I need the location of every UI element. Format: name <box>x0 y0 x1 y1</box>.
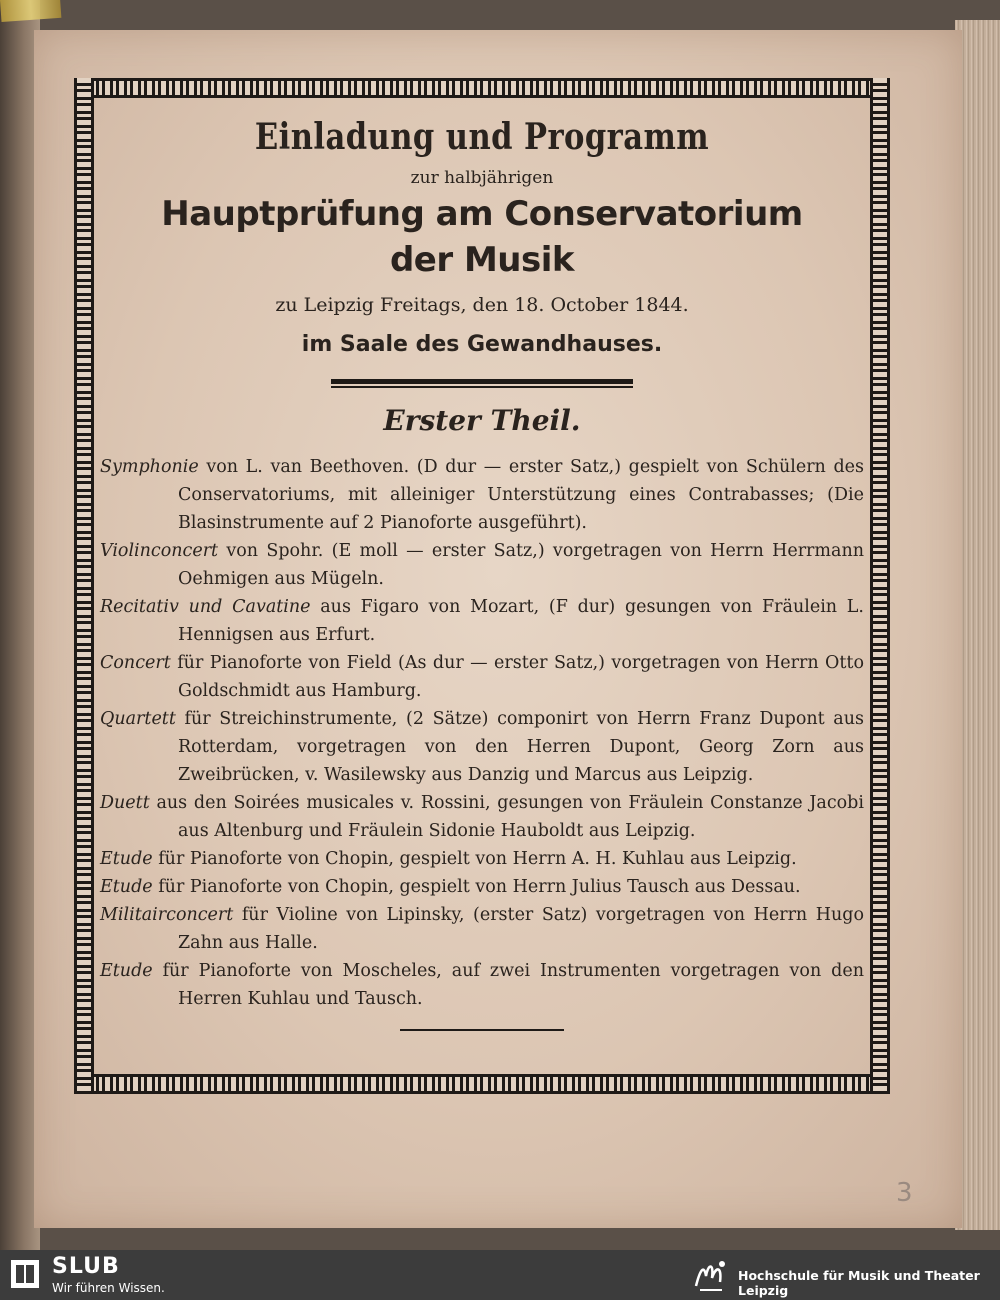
slub-tagline: Wir führen Wissen. <box>52 1281 165 1295</box>
book-icon[interactable] <box>10 1259 40 1289</box>
item-lead: Etude <box>100 849 153 869</box>
list-item <box>100 957 864 1013</box>
item-text: für Pianoforte von Chopin, gespielt von Herrn A. H. Kuhlau aus Leipzig. <box>152 849 797 869</box>
list-item <box>100 789 864 845</box>
item-text: aus Figaro von Mozart, (F dur) gesungen von Fräulein L. Hennigsen aus Erfurt. <box>178 597 864 645</box>
item-lead: Symphonie <box>100 457 199 477</box>
border-right <box>870 78 890 1094</box>
list-item <box>100 845 864 873</box>
program-content <box>100 108 864 1031</box>
hmt-logo-icon[interactable] <box>692 1256 730 1296</box>
page-number: 3 <box>896 1178 913 1208</box>
subtitle: zur halbjährigen <box>410 168 554 188</box>
list-item <box>100 453 864 537</box>
item-lead: Etude <box>100 961 153 981</box>
closing-rule <box>400 1029 564 1031</box>
item-text: für Pianoforte von Moscheles, auf zwei Instrumenten vorgetragen von den Herren Kuhlau und Tausch. <box>152 961 864 1009</box>
item-text: für Streichinstrumente, (2 Sätze) componirt von Herrn Franz Dupont aus Rotterdam, vorgetragen von den Herren Dupont, Georg Zorn aus Zweibrücken, v. Wasilewsky aus Danzig und Marcus aus Leipzig. <box>175 709 864 785</box>
item-lead: Etude <box>100 877 153 897</box>
list-item <box>100 537 864 593</box>
border-top <box>74 78 890 98</box>
border-bottom <box>74 1074 890 1094</box>
item-text: für Pianoforte von Field (As dur — erster Satz,) vorgetragen von Herrn Otto Goldschmidt aus Hamburg. <box>170 653 864 701</box>
venue: im Saale des Gewandhauses. <box>301 332 663 357</box>
border-left <box>74 78 94 1094</box>
list-item <box>100 873 864 901</box>
date-line: zu Leipzig Freitags, den 18. October 1844. <box>275 294 689 316</box>
item-lead: Quartett <box>100 709 176 729</box>
list-item <box>100 901 864 957</box>
program-list <box>100 453 864 1013</box>
viewer-footer <box>0 1250 1000 1300</box>
item-lead: Duett <box>100 793 150 813</box>
list-item <box>100 705 864 789</box>
item-text: für Violine von Lipinsky, (erster Satz) vorgetragen von Herrn Hugo Zahn aus Halle. <box>178 905 864 953</box>
item-lead: Militairconcert <box>100 905 234 925</box>
slub-name[interactable]: SLUB <box>52 1254 120 1279</box>
item-text: von L. van Beethoven. (D dur — erster Satz,) gespielt von Schülern des Conservatoriums, mit alleiniger Unterstützung eines Contrabasses; (Die Blasinstrumente auf 2 Pianoforte ausgeführt). <box>178 457 864 533</box>
item-lead: Concert <box>100 653 171 673</box>
list-item <box>100 649 864 705</box>
double-rule-divider <box>331 379 633 388</box>
item-text: von Spohr. (E moll — erster Satz,) vorgetragen von Herrn Herrmann Oehmigen aus Mügeln. <box>178 541 864 589</box>
item-lead: Violinconcert <box>100 541 219 561</box>
section-title: Erster Theil. <box>383 404 581 437</box>
heading-line-2: der Musik <box>389 240 575 280</box>
bookmark-ribbon <box>0 0 61 22</box>
item-lead: Recitativ und Cavatine <box>100 597 311 617</box>
heading-line-1: Hauptprüfung am Conservatorium <box>161 194 803 234</box>
hmt-name[interactable]: Hochschule für Musik und Theater Leipzig <box>738 1268 980 1298</box>
list-item <box>100 593 864 649</box>
page-title: Einladung und Programm <box>254 116 710 158</box>
item-text: aus den Soirées musicales v. Rossini, gesungen von Fräulein Constanze Jacobi aus Altenburg und Fräulein Sidonie Hauboldt aus Leipzig. <box>149 793 864 841</box>
item-text: für Pianoforte von Chopin, gespielt von Herrn Julius Tausch aus Dessau. <box>152 877 801 897</box>
